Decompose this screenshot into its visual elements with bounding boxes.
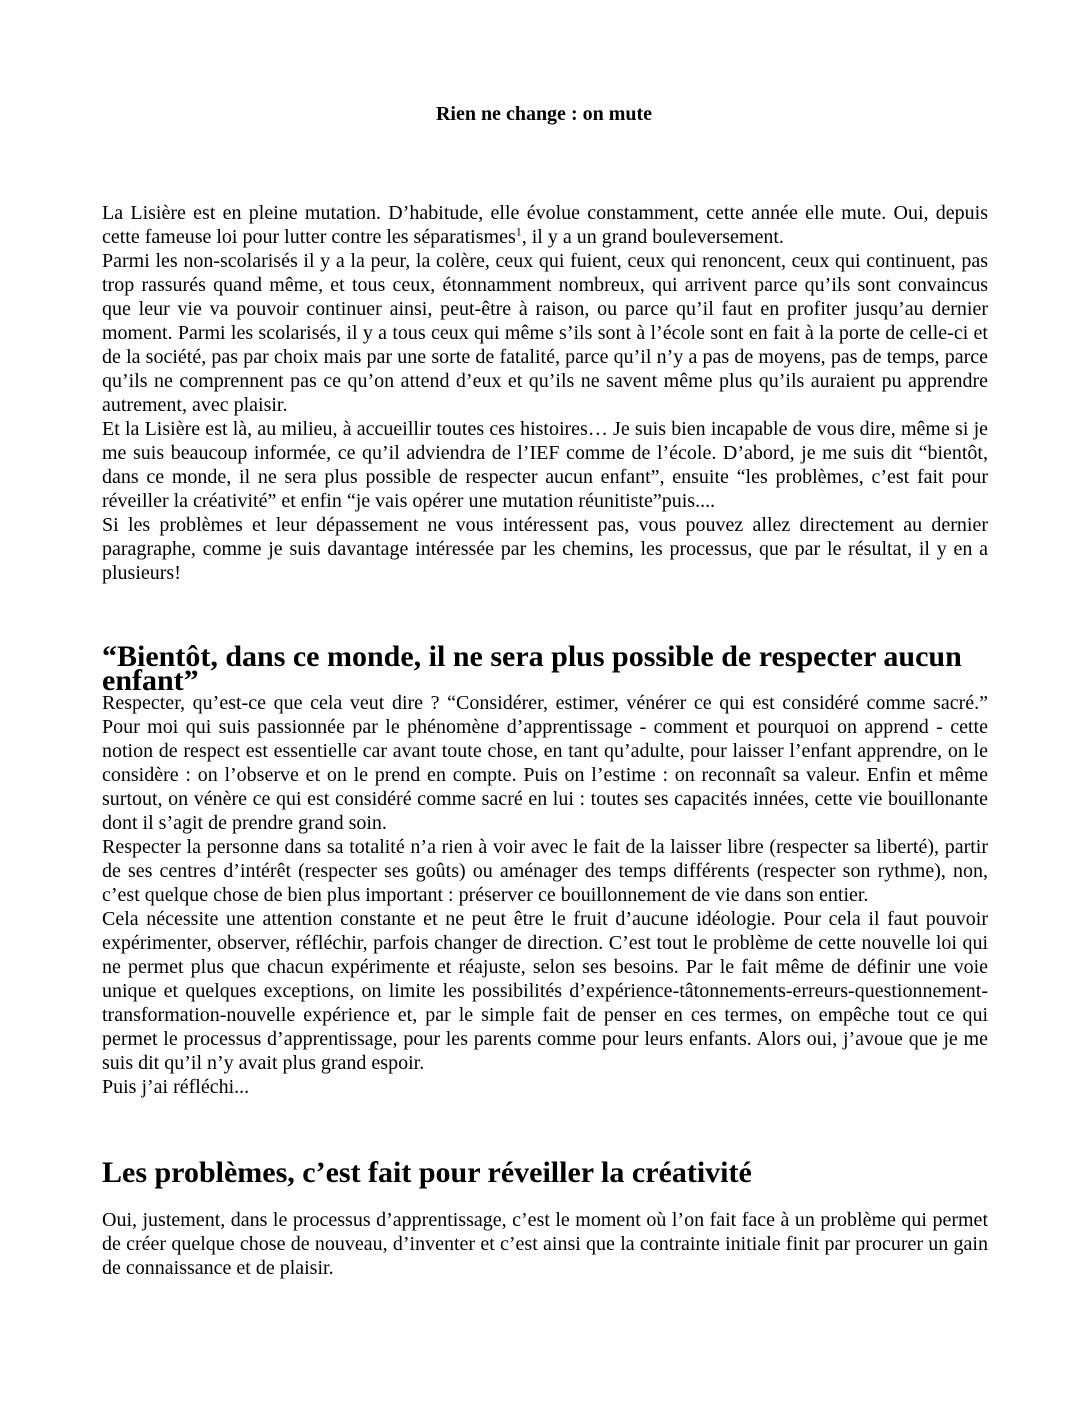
- section-2-paragraph-1: Oui, justement, dans le processus d’apprentissage, c’est le moment où l’on fait face à un problème qui permet de créer quelque chose de nouveau, d’inventer et c’est ainsi que la contrainte initiale finit par procurer un gain de connaissance et de plaisir.: [102, 1209, 988, 1279]
- section-2-heading: Les problèmes, c’est fait pour réveiller la créativité: [102, 1156, 752, 1189]
- section-1-paragraph-4: Puis j’ai réfléchi...: [102, 1076, 250, 1098]
- section-1-paragraph-3: Cela nécessite une attention constante et ne peut être le fruit d’aucune idéologie. Pour cela il faut pouvoir expérimenter, observer, réfléchir, parfois changer de direction. C’est tout le problème de cette nouvelle loi qui ne permet plus que chacun expérimente et réajuste, selon ses besoins. Par le fait même de définir une voie unique et quelques exceptions, on limite les possibilités d’expérience-tâtonnements-erreurs-questionnement-transformation-nouvelle expérience et, par le simple fait de penser en ces termes, on empêche tout ce qui permet le processus d’apprentissage, pour les parents comme pour leurs enfants. Alors oui, j’avoue que je me suis dit qu’il n’y avait plus grand espoir.: [102, 908, 988, 1074]
- section-1-body: [102, 691, 988, 1099]
- section-1-paragraph-2: Respecter la personne dans sa totalité n’a rien à voir avec le fait de la laisser libre (respecter sa liberté), partir de ses centres d’intérêt (respecter ses goûts) ou aménager des temps différents (respecter son rythme), non, c’est quelque chose de bien plus important : préserver ce bouillonnement de vie dans son entier.: [102, 836, 988, 906]
- footnote-marker[interactable]: 1: [515, 224, 522, 239]
- intro-paragraph-1-text-a: La Lisière est en pleine mutation. D’habitude, elle évolue constamment, cette année elle mute. Oui, depuis cette fameuse loi pour lutter contre les séparatismes: [102, 202, 988, 248]
- document-title: Rien ne change : on mute: [435, 103, 653, 125]
- intro-section: [102, 201, 988, 585]
- intro-paragraph-4: Si les problèmes et leur dépassement ne vous intéressent pas, vous pouvez allez directement au dernier paragraphe, comme je suis davantage intéressée par les chemins, les processus, que par le résultat, il y en a plusieurs!: [102, 514, 988, 584]
- intro-paragraph-3: Et la Lisière est là, au milieu, à accueillir toutes ces histoires… Je suis bien incapable de vous dire, même si je me suis beaucoup informée, ce qu’il adviendra de l’IEF comme de l’école. D’abord, je me suis dit “bientôt, dans ce monde, il ne sera plus possible de respecter aucun enfant”, ensuite “les problèmes, c’est fait pour réveiller la créativité” et enfin “je vais opérer une mutation réunitiste”puis....: [102, 418, 988, 512]
- section-2-body: [102, 1208, 988, 1280]
- intro-paragraph-2: Parmi les non-scolarisés il y a la peur, la colère, ceux qui fuient, ceux qui renoncent, ceux qui continuent, pas trop rassurés quand même, et tous ceux, étonnamment nombreux, qui arrivent parce qu’ils sont convaincus que leur vie va pouvoir continuer ainsi, peut-être à raison, ou parce qu’il faut en profiter jusqu’au dernier moment. Parmi les scolarisés, il y a tous ceux qui même s’ils sont à l’école sont en fait à la porte de celle-ci et de la société, pas par choix mais par une sorte de fatalité, parce qu’il n’y a pas de moyens, pas de temps, parce qu’ils ne comprennent pas ce qu’on attend d’eux et qu’ils ne savent même plus qu’ils auraient pu apprendre autrement, avec plaisir.: [102, 250, 988, 416]
- section-1-paragraph-1: Respecter, qu’est-ce que cela veut dire ? “Considérer, estimer, vénérer ce qui est considéré comme sacré.” Pour moi qui suis passionnée par le phénomène d’apprentissage - comment et pourquoi on apprend - cette notion de respect est essentielle car avant toute chose, en tant qu’adulte, pour laisser l’enfant apprendre, on le considère : on l’observe et on le prend en compte. Puis on l’estime : on reconnaît sa valeur. Enfin et même surtout, on vénère ce qui est considéré comme sacré en lui : toutes ses capacités innées, cette vie bouillonante dont il s’agit de prendre grand soin.: [102, 692, 988, 834]
- intro-paragraph-1: [102, 201, 988, 249]
- intro-paragraph-1-text-b: , il y a un grand bouleversement.: [521, 226, 784, 248]
- section-1-heading: “Bientôt, dans ce monde, il ne sera plus possible de respecter aucun enfant”: [102, 640, 962, 697]
